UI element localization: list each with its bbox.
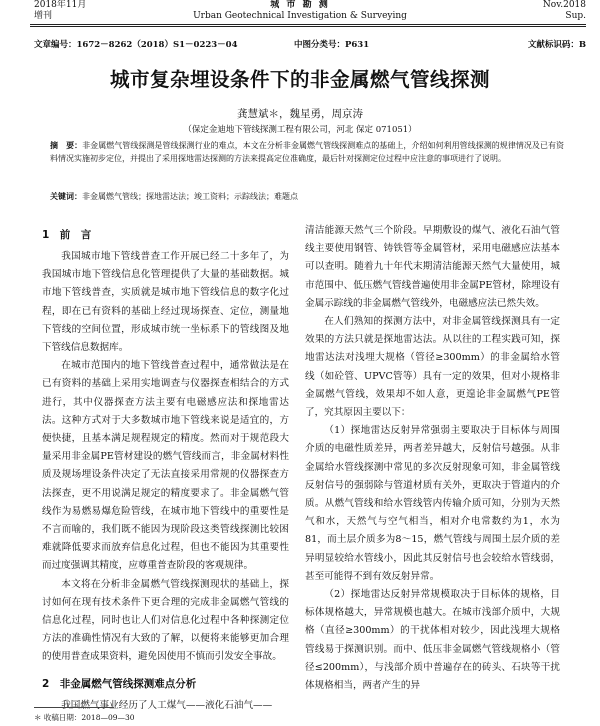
header-date-en: Nov.2018 (542, 0, 586, 10)
paragraph: 本文将在分析非金属燃气管线探测现状的基础上，探讨如何在现有技术条件下更合理的完成非金属燃气管线的信息化过程，同时也让人们对信息化过程中各种探测定位方法的准确性情况有大致的了解，以便将来能够更加合理的使用普查成果资料，避免因使用不慎而引发安全事故。 (42, 578, 289, 663)
footnote: ＊ 收稿日期：2018—09—30 (34, 713, 135, 722)
keywords-label: 关键词： (50, 192, 82, 201)
header-date: 2018年11月 (34, 0, 87, 10)
header-rule-2 (30, 26, 586, 27)
section-2-heading: 2 非金属燃气管线探测难点分析 (42, 677, 197, 690)
paragraph: 在人们熟知的探测方法中，对非金属管线探测具有一定效果的方法只就是探地雷达法。从以往的工程实践可知，探地雷达法对浅埋大规格（管径≥300mm）的非金属给水管线（如砼管、UPVC管等）具有一定的效果，但对小规格非金属燃气管线，效果却不如人意，更遑论非金属燃气PE管了，究其原因主要以下： (305, 316, 560, 419)
section-1-heading: 1 前 言 (42, 229, 92, 241)
document-code: 文献标识码：B (527, 40, 586, 50)
header-issue: 增刊 (34, 11, 53, 21)
keywords (50, 190, 564, 203)
clc-number: 中图分类号：P631 (294, 40, 370, 50)
paper-authors: 龚慧斌＊，魏星勇，周京涛 (237, 108, 363, 120)
article-number: 文章编号：1672－8262（2018）S1－0223－04 (34, 40, 238, 50)
abstract-label: 摘 要： (50, 141, 83, 150)
paragraph: 在城市范围内的地下管线普查过程中，通常做法是在已有资料的基础上采用实地调查与仪器探查相结合的方式进行，其中仪器探查方法主要有电磁感应法和探地雷达法。这种方式对于大多数城市地下管线来说是适宜的，方便快捷，且基本满足规程规定的精度。然而对于规范段大量采用非金属PE管材建设的燃气管线而言，非金属材料性质及规场埋设条件决定了无法直接采用常规的仪器探查方法探查，更不用说满足规定的精度要求了。非金属燃气管线作为易燃易爆危险管线，在城市地下管线中的重要性是不言而喻的，我们既不能因为现阶段这类管线探测比较困难就降低要求而放弃信息化过程，但也不能因为其重要性而过度强调其精度，应尊重普查阶段的客观规律。 (42, 360, 289, 572)
right-column (305, 222, 560, 695)
footnote-rule (34, 707, 114, 708)
journal-name-cn: 城 市 勘 测 (270, 0, 330, 10)
paragraph: （2）探地雷达反射异常规模取决于目标体的规格，目标体规格越大，异常规模也越大。在城市浅部介质中，大规格（直径≥300mm）的干扰体相对较少，因此浅埋大规格管线易于探测识别。而中、低压非金属燃气管线规格小（管径≤200mm），与浅部介质中普遍存在的砖头、石块等干扰体规格相当，两者产生的异 (305, 589, 560, 692)
paragraph: 我国燃气事业经历了人工煤气——液化石油气—— (61, 699, 273, 711)
paper-title: 城市复杂埋设条件下的非金属燃气管线探测 (109, 68, 490, 91)
left-column (42, 222, 289, 715)
keywords-text: 非金属燃气管线；探地雷达法；竣工资料；示踪线法；难题点 (82, 192, 298, 201)
abstract (50, 139, 564, 165)
header-center (0, 0, 600, 22)
paper-affiliation: （保定金迪地下管线探测工程有限公司，河北 保定 071051） (183, 125, 417, 135)
header-rule (30, 24, 586, 25)
paragraph: 我国城市地下管线普查工作开展已经二十多年了，为我国城市地下管线信息化管理提供了大量的基础数据。城市地下管线普查，实质就是城市地下管线信息的数字化过程，即在已有资料的基础上经过现场探查、定位，测量地下管线的空间位置，形成城市统一坐标系下的管线图及地下管线信息数据库。 (42, 251, 289, 354)
abstract-text: 非金属燃气管线探测是管线探测行业的难点，本文在分析非金属燃气管线探测难点的基础上，介绍如何利用管线探测的规律情况及已有资料情况实施初步定位，并提出了采用探地雷达探测的方法来提高定位准确度，最后针对探测定位过程中应注意的事项进行了说明。 (50, 141, 565, 163)
journal-name-en: Urban Geotechnical Investigation & Surveying (193, 11, 407, 21)
paragraph: 清洁能源天然气三个阶段。早期敷设的煤气、液化石油气管线主要使用钢管、铸铁管等金属管材，采用电磁感应法基本可以查明。随着九十年代末期清洁能源天然气大量使用，城市范围中、低压燃气管线普遍使用非金属PE管材，除埋设有金属示踪线的非金属燃气管线外，电磁感应法已然失效。 (305, 225, 560, 309)
header-right (543, 0, 586, 22)
header-issue-en: Sup. (565, 11, 586, 21)
paragraph: （1）探地雷达反射异常强弱主要取决于目标体与周围介质的电磁性质差异，两者差异越大，反射信号越强。从非金属给水管线探测中常见的多次反射现象可知，非金属管线反射信号的强弱除与管道材质有关外，更取决于管道内的介质。从燃气管线和给水管线管内传输介质可知，分别为天然气和水，天然气与空气相当，相对介电常数约为1，水为81，而土层介质多为8～15，燃气管线与周围土层介质的差异明显较给水管线小，因此其反射信号也会较给水管线弱，甚至可能得不到有效反射异常。 (305, 425, 560, 582)
